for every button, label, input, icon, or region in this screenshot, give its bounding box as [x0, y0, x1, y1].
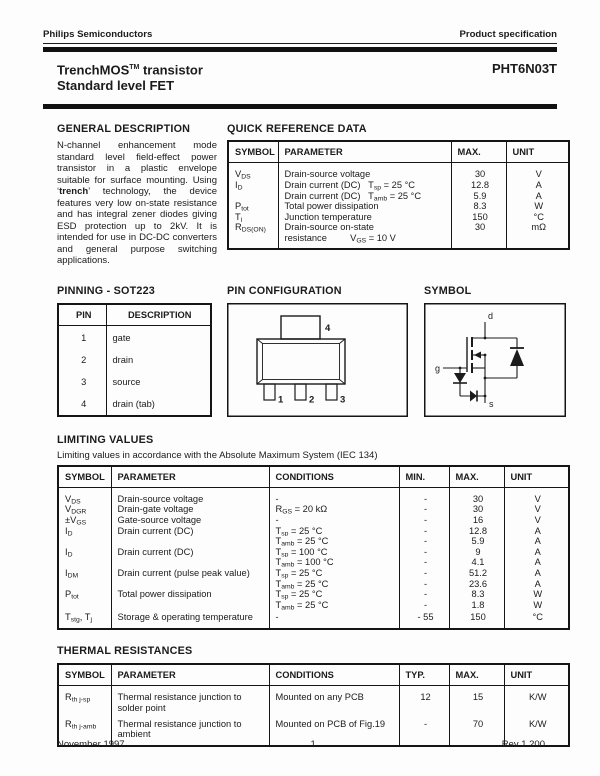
column-header: CONDITIONS: [269, 664, 399, 686]
footer-page-number: 1: [310, 739, 316, 750]
table-row: [58, 568, 569, 579]
table-cell: Total power dissipation: [111, 589, 269, 600]
table-cell: Storage & operating temperature: [111, 610, 269, 629]
table-cell: W: [506, 201, 569, 212]
general-description-heading: GENERAL DESCRIPTION: [57, 123, 191, 136]
title-line-2: Standard level FET: [57, 78, 175, 94]
table-cell: -: [269, 487, 399, 504]
table-cell: 12: [399, 685, 449, 715]
table-row: [228, 222, 569, 233]
table-cell: -: [399, 568, 449, 579]
table-cell: $P_{tot}$: [65, 589, 79, 600]
table-cell: 23.6: [449, 579, 504, 590]
column-header: UNIT: [504, 466, 569, 488]
table-row: [58, 600, 569, 611]
table-cell: $T_{sp} = 100$ °C: [269, 547, 399, 558]
table-cell: 150: [449, 610, 504, 629]
table-row: [58, 370, 211, 392]
table-cell: $V_{DS}$: [65, 493, 81, 505]
table-row: [228, 180, 569, 191]
table-cell: Drain-source voltage: [111, 487, 269, 504]
table-cell: [111, 536, 269, 547]
table-cell: Drain current (DC) $T_{sp} = 25$ °C: [278, 180, 451, 191]
column-header: CONDITIONS: [269, 466, 399, 488]
table-cell: W: [504, 600, 569, 611]
column-header: MAX.: [451, 141, 506, 163]
table-cell: Thermal resistance junction to ambient: [111, 716, 269, 747]
limiting-values-heading: LIMITING VALUES: [57, 433, 154, 446]
table-row: [58, 547, 569, 558]
table-cell: A: [504, 547, 569, 558]
footer-date: November 1997: [57, 739, 125, 750]
table-cell: -: [269, 610, 399, 629]
package-leads: [264, 384, 337, 400]
table-cell: V: [504, 504, 569, 515]
gate-terminal-label: g: [435, 363, 441, 374]
column-header: PIN: [58, 304, 106, 326]
table-cell: V: [504, 487, 569, 504]
table-cell: -: [399, 589, 449, 600]
table-row: [228, 191, 569, 202]
table-cell: drain: [106, 348, 211, 370]
table-cell: 4.1: [449, 557, 504, 568]
pin-configuration-heading: PIN CONFIGURATION: [227, 284, 342, 297]
lead-3-label: 3: [340, 394, 346, 406]
table-cell: -: [399, 526, 449, 537]
table-row: [58, 348, 211, 370]
package-tab: [281, 316, 320, 339]
symbol-heading: SYMBOL: [424, 284, 472, 297]
table-row: [228, 163, 569, 180]
table-cell: 70: [449, 716, 504, 747]
thermal-resistances-heading: THERMAL RESISTANCES: [57, 644, 193, 657]
table-cell: [58, 536, 111, 547]
table-cell: 30: [449, 504, 504, 515]
table-row: [58, 515, 569, 526]
table-row: [228, 201, 569, 212]
table-cell: [506, 233, 569, 250]
table-cell: W: [504, 589, 569, 600]
lead-1-label: 1: [278, 394, 284, 406]
table-cell: $T_j$: [235, 211, 243, 223]
table-cell: 8.3: [449, 589, 504, 600]
table-cell: Drain current (pulse peak value): [111, 568, 269, 579]
table-cell: Drain current (DC): [111, 547, 269, 558]
table-cell: Total power dissipation: [278, 201, 451, 212]
table-cell: $T_{stg}$, $T_j$: [65, 612, 92, 624]
table-cell: -: [399, 547, 449, 558]
table-cell: $R_{th j-amb}$: [65, 718, 97, 731]
table-cell: Drain-source voltage: [278, 163, 451, 180]
tab-pin-label: 4: [325, 322, 331, 334]
bulk-arrow: [474, 351, 481, 358]
package-body-inner: [263, 343, 340, 379]
table-cell: drain (tab): [106, 392, 211, 416]
table-cell: 3: [81, 376, 87, 387]
table-cell: $R_{GS} = 20$ kΩ: [269, 504, 399, 515]
table-cell: -: [399, 515, 449, 526]
mosfet-symbol-diodes: [454, 336, 524, 401]
table-cell: 9: [449, 547, 504, 558]
table-cell: -: [399, 557, 449, 568]
table-cell: $T_{amb} = 25$ °C: [269, 536, 399, 547]
part-number: PHT6N03T: [491, 61, 557, 76]
table-cell: 150: [451, 212, 506, 223]
column-header: TYP.: [399, 664, 449, 686]
table-cell: $P_{tot}$: [235, 201, 249, 212]
header-row: [228, 141, 569, 163]
table-cell: - 55: [399, 610, 449, 629]
pin-configuration-frame: [228, 304, 408, 417]
table-cell: resistance $V_{GS} = 10$ V: [278, 233, 451, 250]
table-row: [58, 579, 569, 590]
table-cell: °C: [504, 610, 569, 629]
package-lead-2: [295, 384, 306, 400]
header-row: [58, 466, 569, 488]
table-cell: -: [269, 515, 399, 526]
table-cell: -: [399, 716, 449, 747]
page-footer: [57, 739, 545, 750]
table-cell: -: [399, 536, 449, 547]
header-rule: [43, 43, 557, 44]
table-cell: $T_{amb} = 25$ °C: [269, 579, 399, 590]
body-diode: [510, 349, 524, 366]
column-header: MAX.: [449, 664, 504, 686]
table-row: [228, 233, 569, 250]
table-cell: Drain-gate voltage: [111, 504, 269, 515]
table-cell: Junction temperature: [278, 212, 451, 223]
table-row: [58, 557, 569, 568]
pin-configuration-drawing: [227, 303, 408, 417]
table-row: [58, 392, 211, 416]
table-cell: -: [399, 504, 449, 515]
package-body-outer: [257, 339, 345, 384]
table-cell: 1.8: [449, 600, 504, 611]
package-lead-1: [264, 384, 275, 400]
table-row: [58, 610, 569, 629]
table-row: [58, 685, 569, 715]
lead-2-label: 2: [309, 394, 315, 406]
title-line-1: TrenchMOS™ transistor: [57, 62, 203, 78]
column-header: PARAMETER: [111, 466, 269, 488]
column-header: SYMBOL: [58, 664, 111, 686]
publisher-name: Philips Semiconductors: [43, 29, 153, 40]
table-cell: -: [399, 579, 449, 590]
document-title: [57, 60, 203, 94]
quick-reference-table: [227, 140, 570, 250]
header-row: [58, 304, 211, 326]
symbol-frame: [425, 304, 566, 417]
table-cell: [451, 233, 506, 250]
masthead: [43, 0, 557, 109]
column-header: SYMBOL: [228, 141, 278, 163]
table-cell: [58, 579, 111, 590]
source-zener-diode: [470, 390, 477, 401]
table-cell: $T_{sp} = 25$ °C: [269, 568, 399, 579]
table-row: [228, 212, 569, 223]
table-cell: $I_D$: [65, 525, 73, 537]
table-cell: $T_{amb} = 25$ °C: [269, 600, 399, 611]
table-cell: K/W: [504, 716, 569, 747]
table-cell: -: [399, 600, 449, 611]
table-row: [58, 526, 569, 537]
thermal-resistances-table: [57, 663, 570, 747]
limiting-values-table: [57, 465, 570, 630]
table-cell: gate: [106, 325, 211, 348]
table-cell: $T_{sp} = 25$ °C: [269, 589, 399, 600]
table-cell: [228, 191, 278, 202]
table-row: [58, 487, 569, 504]
column-header: MIN.: [399, 466, 449, 488]
gate-zener-diode: [454, 373, 466, 383]
table-cell: Drain-source on-state: [278, 222, 451, 233]
table-cell: $V_{DGR}$: [65, 504, 87, 516]
table-cell: 8.3: [451, 201, 506, 212]
table-cell: 12.8: [451, 180, 506, 191]
table-cell: 1: [81, 332, 87, 343]
pinning-heading: PINNING - SOT223: [57, 284, 155, 297]
mosfet-symbol-drawing: [424, 303, 566, 417]
table-row: [58, 536, 569, 547]
column-header: UNIT: [504, 664, 569, 686]
table-cell: A: [506, 191, 569, 202]
table-cell: [111, 579, 269, 590]
package-body-bevels: [257, 339, 345, 384]
table-cell: 51.2: [449, 568, 504, 579]
table-cell: Drain current (DC) $T_{amb} = 25$ °C: [278, 191, 451, 202]
table-cell: 16: [449, 515, 504, 526]
column-header: DESCRIPTION: [106, 304, 211, 326]
table-cell: K/W: [504, 685, 569, 715]
source-terminal-label: s: [489, 398, 494, 409]
table-cell: [228, 233, 278, 250]
table-cell: $V_{DS}$: [235, 169, 251, 180]
table-cell: 30: [449, 487, 504, 504]
table-cell: $T_{amb} = 100$ °C: [269, 557, 399, 568]
table-cell: $T_{sp} = 25$ °C: [269, 526, 399, 537]
table-cell: $I_{DM}$: [65, 567, 79, 579]
table-cell: A: [504, 557, 569, 568]
spec-type: Product specification: [459, 29, 557, 40]
table-cell: mΩ: [506, 222, 569, 233]
column-header: PARAMETER: [278, 141, 451, 163]
table-cell: $\pm V_{GS}$: [65, 515, 87, 526]
table-cell: [58, 600, 111, 611]
table-cell: V: [504, 515, 569, 526]
drain-terminal-label: d: [488, 310, 494, 321]
quick-reference-heading: QUICK REFERENCE DATA: [227, 123, 367, 136]
table-cell: 30: [451, 163, 506, 180]
table-cell: V: [506, 163, 569, 180]
table-cell: A: [504, 568, 569, 579]
table-cell: °C: [506, 212, 569, 223]
limiting-values-subtitle: Limiting values in accordance with the Absolute Maximum System (IEC 134): [57, 449, 378, 461]
table-cell: 4: [81, 398, 87, 409]
column-header: MAX.: [449, 466, 504, 488]
table-cell: 5.9: [451, 191, 506, 202]
table-cell: A: [504, 579, 569, 590]
footer-revision: Rev 1.200: [501, 739, 545, 750]
table-cell: $R_{th j-sp}$: [65, 691, 91, 704]
table-cell: Gate-source voltage: [111, 515, 269, 526]
column-header: UNIT: [506, 141, 569, 163]
pinning-table: [57, 303, 212, 417]
page-body: [57, 123, 568, 747]
column-header: SYMBOL: [58, 466, 111, 488]
table-cell: Mounted on PCB of Fig.19: [269, 716, 399, 747]
table-cell: Drain current (DC): [111, 526, 269, 537]
column-header: PARAMETER: [111, 664, 269, 686]
table-cell: Mounted on any PCB: [269, 685, 399, 715]
table-cell: 5.9: [449, 536, 504, 547]
table-row: [58, 504, 569, 515]
table-cell: 2: [81, 354, 87, 365]
table-cell: [111, 600, 269, 611]
table-cell: $I_D$: [235, 179, 243, 191]
table-row: [58, 589, 569, 600]
table-cell: 15: [449, 685, 504, 715]
table-cell: Thermal resistance junction to solder point: [111, 685, 269, 715]
table-cell: A: [506, 180, 569, 191]
table-cell: $R_{DS(ON)}$: [235, 222, 266, 233]
table-cell: [58, 557, 111, 568]
general-description-text: N-channel enhancement mode standard level field-effect power transistor in a plastic envelope suitable for surface mounting. Using ‘trench’ technology, the device features very low on-state resistance and has integral zener diodes giving ESD protection up to 2kV. It is intended for use in DC-DC converters and general purpose switching applications.: [57, 140, 217, 267]
table-row: [58, 325, 211, 348]
table-cell: A: [504, 536, 569, 547]
table-cell: A: [504, 526, 569, 537]
table-cell: [111, 557, 269, 568]
header-bar-bottom: [43, 104, 557, 109]
table-cell: -: [399, 487, 449, 504]
header-row: [58, 664, 569, 686]
table-cell: 30: [451, 222, 506, 233]
table-cell: 12.8: [449, 526, 504, 537]
table-cell: $I_D$: [65, 546, 73, 558]
package-lead-3: [326, 384, 337, 400]
table-cell: source: [106, 370, 211, 392]
